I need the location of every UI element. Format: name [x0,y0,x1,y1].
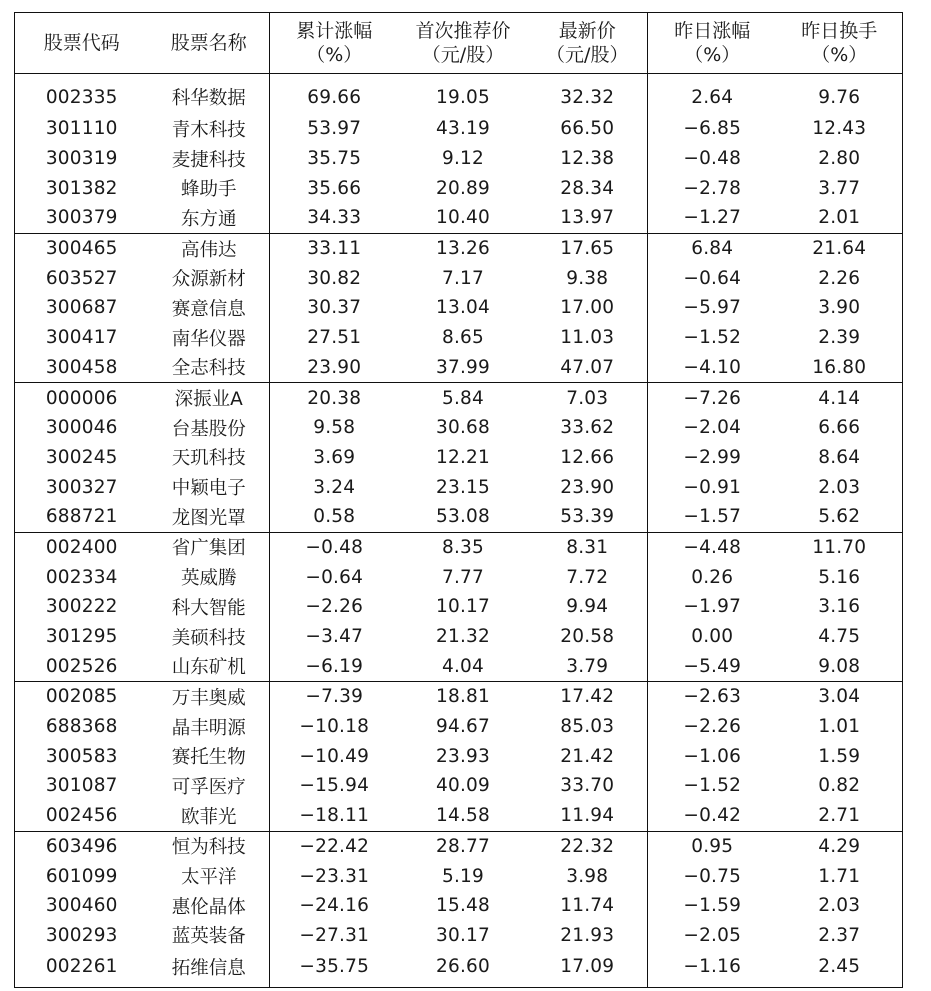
table-row [15,891,903,921]
cell-latest-price: 66.50 [560,118,615,140]
cell-cumulative-gain: −23.31 [299,865,370,887]
cell-cumulative-gain: 30.37 [307,297,362,319]
cell-latest-price: 11.94 [560,805,615,827]
cell-stock-code: 301087 [45,775,118,797]
cell-yesterday-change: −1.52 [648,771,777,801]
cell-first-recommend-price: 10.17 [436,596,490,618]
table-row [15,413,903,443]
cell-yesterday-change: −0.42 [648,801,777,831]
cell-stock-code: 300046 [45,417,118,439]
cell-stock-code: 002261 [45,956,118,978]
cell-yesterday-turnover: 2.71 [818,805,861,827]
cell-cumulative-gain: −6.19 [305,655,364,677]
cell-latest-price: 32.32 [560,86,615,108]
cell-stock-code: 603496 [15,831,149,861]
cell-yesterday-change: −1.57 [648,502,777,532]
cell-stock-name: 省广集团 [149,532,270,562]
cell-yesterday-turnover: 21.64 [777,233,903,263]
cell-stock-name: 天玑科技 [149,443,270,473]
cell-yesterday-turnover: 1.59 [818,745,861,767]
header-cumulative-gain: 累计涨幅 （%） [270,13,399,74]
cell-yesterday-turnover: 12.43 [812,118,867,140]
cell-stock-name: 中颖电子 [149,472,270,502]
cell-first-recommend-price: 37.99 [436,356,490,378]
cell-stock-code: 300460 [45,895,118,917]
cell-yesterday-turnover: 3.04 [777,682,903,712]
cell-cumulative-gain: −15.94 [299,775,370,797]
cell-stock-name: 赛托生物 [149,741,270,771]
cell-latest-price: 8.31 [528,532,648,562]
cell-first-recommend-price: 53.08 [436,506,490,528]
cell-latest-price: 17.00 [560,297,615,319]
cell-cumulative-gain: 53.97 [307,118,362,140]
cell-first-recommend-price: 28.77 [399,831,528,861]
cell-stock-code: 300583 [45,745,118,767]
cell-first-recommend-price: 5.84 [399,383,528,413]
cell-yesterday-turnover: 1.71 [818,865,861,887]
cell-yesterday-turnover: 11.70 [777,532,903,562]
cell-latest-price: 11.74 [560,895,615,917]
cell-stock-name: 南华仪器 [149,323,270,353]
cell-yesterday-turnover: 2.03 [818,895,861,917]
cell-first-recommend-price: 18.81 [399,682,528,712]
cell-yesterday-turnover: 3.90 [818,297,861,319]
table-row [15,801,903,831]
cell-yesterday-change: −1.59 [648,891,777,921]
cell-latest-price: 3.79 [566,655,609,677]
cell-latest-price: 7.03 [528,383,648,413]
table-row [15,712,903,742]
cell-stock-code: 300417 [45,327,118,349]
cell-stock-name: 惠伦晶体 [149,891,270,921]
cell-yesterday-change: −5.49 [648,651,777,681]
cell-cumulative-gain: 27.51 [307,327,362,349]
cell-yesterday-turnover: 3.16 [818,596,861,618]
cell-first-recommend-price: 21.32 [436,626,490,648]
cell-latest-price: 12.38 [560,148,615,170]
cell-stock-name: 蜂助手 [149,173,270,203]
cell-cumulative-gain: 9.58 [313,417,356,439]
cell-cumulative-gain: −18.11 [299,805,370,827]
table-body [15,74,903,988]
cell-yesterday-turnover: 5.62 [818,506,861,528]
header-latest-price: 最新价 （元/股） [528,13,648,74]
cell-stock-code: 300293 [45,924,118,946]
cell-stock-name: 科大智能 [149,592,270,622]
cell-yesterday-change: 0.95 [648,831,777,861]
cell-stock-code: 002526 [45,655,118,677]
cell-stock-name: 欧菲光 [149,801,270,831]
cell-first-recommend-price: 5.19 [442,865,484,887]
table-row [15,921,903,951]
cell-stock-code: 301110 [45,118,118,140]
cell-yesterday-change: −2.78 [648,173,777,203]
cell-yesterday-change: −2.99 [648,443,777,473]
table-row [15,263,903,293]
cell-yesterday-turnover: 1.01 [818,716,861,738]
cell-stock-code: 300687 [45,297,118,319]
cell-cumulative-gain: −10.49 [299,745,370,767]
cell-stock-code: 300319 [45,148,118,170]
cell-latest-price: 9.38 [566,267,609,289]
cell-cumulative-gain: −0.48 [270,532,399,562]
cell-first-recommend-price: 30.68 [436,417,490,439]
cell-stock-code: 002335 [45,86,118,108]
table-row [15,114,903,144]
cell-yesterday-change: −5.97 [648,293,777,323]
cell-stock-name: 东方通 [149,203,270,233]
cell-first-recommend-price: 30.17 [436,924,490,946]
cell-stock-name: 蓝英装备 [149,921,270,951]
table-row [15,472,903,502]
cell-stock-name: 龙图光罩 [149,502,270,532]
header-yesterday-turnover: 昨日换手 （%） [777,13,903,74]
cell-stock-name: 晶丰明源 [149,712,270,742]
cell-stock-name: 可孚医疗 [149,771,270,801]
table-row [15,741,903,771]
cell-yesterday-change: −0.48 [648,144,777,174]
cell-latest-price: 23.90 [560,476,615,498]
cell-yesterday-change: −0.75 [648,861,777,891]
cell-stock-name: 万丰奥威 [149,682,270,712]
table-row [15,443,903,473]
cell-stock-code: 002456 [45,805,118,827]
cell-yesterday-change: 0.26 [648,562,777,592]
cell-stock-code: 300379 [45,207,118,229]
cell-latest-price: 22.32 [528,831,648,861]
cell-latest-price: 3.98 [566,865,609,887]
cell-latest-price: 7.72 [566,566,609,588]
cell-stock-code: 603527 [45,267,118,289]
cell-latest-price: 9.94 [566,596,609,618]
header-first-recommend-price: 首次推荐价 （元/股） [399,13,528,74]
cell-yesterday-turnover: 8.64 [818,446,861,468]
cell-stock-code: 688721 [45,506,118,528]
table-row [15,173,903,203]
cell-stock-name: 英威腾 [149,562,270,592]
cell-latest-price: 20.58 [560,626,615,648]
cell-yesterday-turnover: 16.80 [812,356,867,378]
cell-stock-name: 赛意信息 [149,293,270,323]
cell-stock-name: 山东矿机 [149,651,270,681]
cell-yesterday-change: 2.64 [648,74,777,115]
cell-yesterday-change: −2.05 [648,921,777,951]
table-row [15,861,903,891]
cell-first-recommend-price: 8.65 [442,327,484,349]
cell-stock-code: 688368 [45,716,118,738]
cell-yesterday-change: −2.04 [648,413,777,443]
cell-stock-name: 恒为科技 [149,831,270,861]
cell-yesterday-turnover: 6.66 [818,417,861,439]
cell-cumulative-gain: 30.82 [307,267,362,289]
cell-stock-name: 众源新材 [149,263,270,293]
cell-latest-price: 11.03 [560,327,615,349]
cell-stock-code: 300465 [15,233,149,263]
table-row [15,532,903,562]
cell-first-recommend-price: 15.48 [436,895,490,917]
table-row [15,74,903,115]
cell-yesterday-turnover: 2.26 [818,267,861,289]
cell-cumulative-gain: 0.58 [313,506,356,528]
cell-cumulative-gain: −3.47 [305,626,364,648]
cell-yesterday-turnover: 4.14 [777,383,903,413]
stock-recommendation-table [14,12,903,988]
table-row [15,233,903,263]
cell-yesterday-change: 6.84 [648,233,777,263]
table-row [15,502,903,532]
table-row [15,293,903,323]
cell-first-recommend-price: 13.26 [399,233,528,263]
cell-first-recommend-price: 9.12 [442,148,484,170]
cell-stock-name: 青木科技 [149,114,270,144]
cell-stock-code: 301382 [45,177,118,199]
cell-latest-price: 12.66 [560,446,615,468]
cell-stock-name: 太平洋 [149,861,270,891]
cell-stock-name: 深振业A [149,383,270,413]
cell-stock-code: 300458 [45,356,118,378]
table-row [15,622,903,652]
cell-first-recommend-price: 43.19 [436,118,490,140]
cell-cumulative-gain: −22.42 [270,831,399,861]
cell-cumulative-gain: 34.33 [307,207,362,229]
cell-stock-name: 科华数据 [149,74,270,115]
cell-first-recommend-price: 4.04 [442,655,484,677]
cell-stock-name: 高伟达 [149,233,270,263]
cell-yesterday-change: −2.63 [648,682,777,712]
cell-yesterday-turnover: 5.16 [818,566,861,588]
cell-yesterday-turnover: 2.80 [818,148,861,170]
cell-stock-code: 300222 [45,596,118,618]
table-row [15,592,903,622]
table-row [15,383,903,413]
cell-cumulative-gain: 35.66 [307,177,362,199]
cell-yesterday-turnover: 2.01 [818,207,861,229]
cell-cumulative-gain: −35.75 [299,956,370,978]
cell-cumulative-gain: 3.24 [313,476,356,498]
table-row [15,831,903,861]
table-row [15,353,903,383]
cell-yesterday-change: −0.91 [648,472,777,502]
cell-yesterday-change: −1.06 [648,741,777,771]
header-yesterday-change: 昨日涨幅 （%） [648,13,777,74]
cell-first-recommend-price: 94.67 [436,716,490,738]
cell-stock-code: 002085 [15,682,149,712]
cell-yesterday-change: −1.97 [648,592,777,622]
cell-stock-name: 美硕科技 [149,622,270,652]
cell-latest-price: 53.39 [560,506,615,528]
table-row [15,203,903,233]
cell-yesterday-change: −4.48 [648,532,777,562]
cell-cumulative-gain: 35.75 [307,148,362,170]
cell-stock-code: 002334 [45,566,118,588]
header-stock-code: 股票代码 [15,13,149,74]
cell-yesterday-turnover: 2.37 [818,924,861,946]
cell-yesterday-turnover: 2.45 [818,956,861,978]
cell-latest-price: 17.42 [528,682,648,712]
cell-yesterday-turnover: 9.08 [818,655,861,677]
cell-latest-price: 13.97 [560,207,615,229]
cell-first-recommend-price: 12.21 [436,446,490,468]
table-row [15,562,903,592]
cell-stock-name: 麦捷科技 [149,144,270,174]
cell-latest-price: 17.09 [560,956,615,978]
cell-yesterday-change: −2.26 [648,712,777,742]
cell-latest-price: 17.65 [528,233,648,263]
cell-yesterday-change: −1.16 [648,950,777,988]
table-row [15,323,903,353]
cell-first-recommend-price: 7.77 [442,566,484,588]
cell-stock-code: 301295 [45,626,118,648]
cell-yesterday-change: −4.10 [648,353,777,383]
cell-yesterday-turnover: 0.82 [818,775,861,797]
cell-latest-price: 21.42 [560,745,615,767]
header-row [15,13,903,74]
cell-cumulative-gain: 3.69 [313,446,356,468]
cell-yesterday-change: −6.85 [648,114,777,144]
cell-latest-price: 33.62 [560,417,615,439]
cell-stock-code: 601099 [45,865,118,887]
cell-cumulative-gain: −7.39 [270,682,399,712]
cell-cumulative-gain: −0.64 [305,566,364,588]
cell-yesterday-change: 0.00 [648,622,777,652]
table-row [15,682,903,712]
cell-first-recommend-price: 14.58 [436,805,490,827]
cell-cumulative-gain: −27.31 [299,924,370,946]
header-stock-name: 股票名称 [149,13,270,74]
table-row [15,771,903,801]
cell-cumulative-gain: 33.11 [270,233,399,263]
cell-yesterday-change: −1.27 [648,203,777,233]
cell-cumulative-gain: 69.66 [307,86,362,108]
cell-latest-price: 21.93 [560,924,615,946]
cell-yesterday-change: −0.64 [648,263,777,293]
cell-latest-price: 47.07 [560,356,615,378]
cell-latest-price: 28.34 [560,177,615,199]
cell-stock-name: 拓维信息 [149,950,270,988]
cell-first-recommend-price: 23.15 [436,476,490,498]
cell-first-recommend-price: 26.60 [436,956,490,978]
cell-stock-code: 002400 [15,532,149,562]
cell-cumulative-gain: −24.16 [299,895,370,917]
table-row [15,651,903,681]
cell-first-recommend-price: 20.89 [436,177,490,199]
cell-stock-name: 全志科技 [149,353,270,383]
cell-stock-code: 000006 [15,383,149,413]
cell-first-recommend-price: 19.05 [436,86,490,108]
cell-stock-code: 300327 [45,476,118,498]
cell-latest-price: 85.03 [560,716,615,738]
table-row [15,144,903,174]
cell-cumulative-gain: −10.18 [299,716,370,738]
cell-first-recommend-price: 13.04 [436,297,490,319]
cell-yesterday-turnover: 3.77 [818,177,861,199]
cell-latest-price: 33.70 [560,775,615,797]
cell-yesterday-change: −7.26 [648,383,777,413]
table-row [15,950,903,988]
cell-first-recommend-price: 10.40 [436,207,490,229]
cell-cumulative-gain: 20.38 [270,383,399,413]
cell-yesterday-turnover: 9.76 [818,86,861,108]
cell-stock-code: 300245 [45,446,118,468]
cell-yesterday-turnover: 4.75 [818,626,861,648]
cell-yesterday-turnover: 2.03 [818,476,861,498]
cell-cumulative-gain: 23.90 [307,356,362,378]
cell-yesterday-change: −1.52 [648,323,777,353]
cell-stock-name: 台基股份 [149,413,270,443]
cell-cumulative-gain: −2.26 [305,596,364,618]
cell-yesterday-turnover: 2.39 [818,327,861,349]
cell-first-recommend-price: 23.93 [436,745,490,767]
cell-first-recommend-price: 8.35 [399,532,528,562]
cell-first-recommend-price: 40.09 [436,775,490,797]
cell-yesterday-turnover: 4.29 [777,831,903,861]
cell-first-recommend-price: 7.17 [442,267,484,289]
